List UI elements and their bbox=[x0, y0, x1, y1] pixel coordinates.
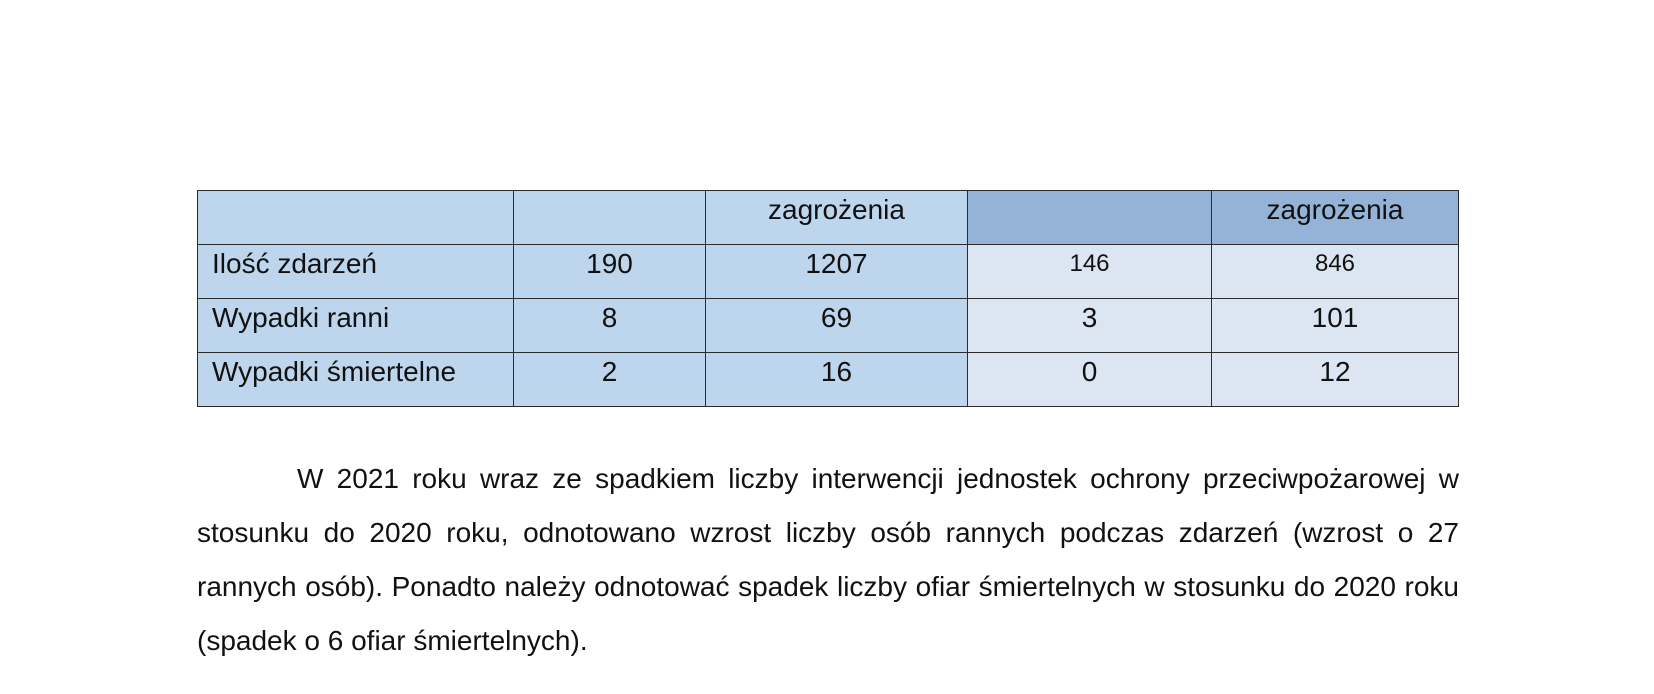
table-cell: 846 bbox=[1212, 245, 1459, 299]
row-label: Wypadki ranni bbox=[198, 299, 514, 353]
table-row bbox=[198, 245, 1459, 299]
table-cell: 190 bbox=[514, 245, 706, 299]
header-cell-2020-threats: zagrożenia bbox=[1212, 191, 1459, 245]
body-paragraph bbox=[197, 452, 1459, 668]
table-row bbox=[198, 299, 1459, 353]
row-label: Wypadki śmiertelne bbox=[198, 353, 514, 407]
table-cell: 69 bbox=[706, 299, 968, 353]
table-cell: 146 bbox=[968, 245, 1212, 299]
header-cell-2021-threats: zagrożenia bbox=[706, 191, 968, 245]
table-row bbox=[198, 353, 1459, 407]
header-cell-2020-total bbox=[968, 191, 1212, 245]
table-header-row bbox=[198, 191, 1459, 245]
table-cell: 3 bbox=[968, 299, 1212, 353]
table-cell: 2 bbox=[514, 353, 706, 407]
table-cell: 8 bbox=[514, 299, 706, 353]
header-cell-2021-total bbox=[514, 191, 706, 245]
table-cell: 16 bbox=[706, 353, 968, 407]
table-cell: 12 bbox=[1212, 353, 1459, 407]
row-label: Ilość zdarzeń bbox=[198, 245, 514, 299]
incident-statistics-table bbox=[197, 190, 1459, 407]
table-cell: 101 bbox=[1212, 299, 1459, 353]
paragraph-text: W 2021 roku wraz ze spadkiem liczby interwencji jednostek ochrony przeciwpożarowej w stosunku do 2020 roku, odnotowano wzrost liczby osób rannych podczas zdarzeń (wzrost o 27 rannych osób). Ponadto należy odnotować spadek liczby ofiar śmiertelnych w stosunku do 2020 roku (spadek o 6 ofiar śmiertelnych). bbox=[197, 463, 1459, 656]
table-cell: 1207 bbox=[706, 245, 968, 299]
table-cell: 0 bbox=[968, 353, 1212, 407]
header-cell-label bbox=[198, 191, 514, 245]
